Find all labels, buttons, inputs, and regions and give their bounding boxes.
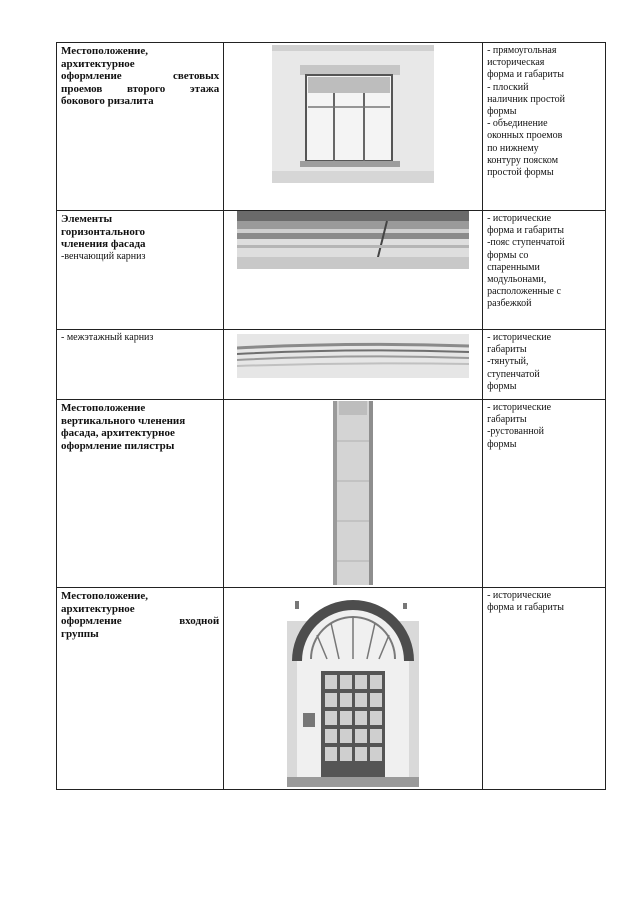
attribute-line: простой формы xyxy=(487,167,554,179)
attribute-line: формы xyxy=(487,380,517,392)
feature-label-line: оформление световых xyxy=(61,70,220,82)
attribute-line: -пояс ступенчатой xyxy=(487,237,565,249)
attribute-line: историческая xyxy=(487,57,545,69)
attribute-line: контуру пояском xyxy=(487,154,559,166)
attribute-line: - плоский xyxy=(487,81,529,93)
feature-photo-cell xyxy=(224,330,483,400)
monument-features-table xyxy=(56,42,606,790)
feature-photo-cell xyxy=(224,211,483,330)
attribute-line: формы xyxy=(487,106,517,118)
feature-label-line: членения фасада xyxy=(61,238,146,250)
feature-label-line: вертикального членения xyxy=(61,414,186,427)
feature-label-line: оформление пилястры xyxy=(61,439,175,452)
attribute-line: - исторические xyxy=(487,332,552,343)
attribute-line: по нижнему xyxy=(487,142,539,154)
feature-label-line: Элементы xyxy=(61,213,113,225)
feature-photo-cell xyxy=(224,588,483,790)
attribute-line: формы xyxy=(487,438,517,450)
crowning-cornice-photo xyxy=(237,211,469,269)
pilaster-photo xyxy=(333,401,373,585)
attribute-line: габариты xyxy=(487,414,527,426)
feature-label-cell xyxy=(57,588,224,790)
feature-label-line: Местоположение xyxy=(61,402,146,414)
feature-label-line: Местоположение, xyxy=(61,45,149,57)
attribute-line: - объединение xyxy=(487,118,548,130)
attribute-line: расположенные с xyxy=(487,286,561,298)
attribute-line: -рустованной xyxy=(487,426,545,438)
attribute-line: -тянутый, xyxy=(487,356,529,368)
attribute-line: - исторические xyxy=(487,213,552,224)
feature-label-line: проемов второго этажа xyxy=(61,82,220,95)
attributes-cell xyxy=(483,211,606,330)
attribute-line: оконных проемов xyxy=(487,130,563,142)
table-row xyxy=(57,211,606,330)
attributes-cell xyxy=(483,400,606,588)
feature-label-line: архитектурное xyxy=(61,57,135,70)
feature-label-line: оформление входной xyxy=(61,615,220,627)
interfloor-cornice-photo xyxy=(237,334,469,378)
attributes-cell xyxy=(483,43,606,211)
attribute-line: формы со xyxy=(487,249,529,261)
table-row xyxy=(57,588,606,790)
feature-sublabel: -венчающий карниз xyxy=(61,250,146,262)
attributes-cell xyxy=(483,588,606,790)
feature-label-line: Местоположение, xyxy=(61,590,149,602)
table-row xyxy=(57,330,606,400)
feature-label-cell xyxy=(57,211,224,330)
attribute-line: разбежкой xyxy=(487,298,532,310)
feature-label-cell xyxy=(57,400,224,588)
feature-photo-cell xyxy=(224,43,483,211)
feature-label-cell xyxy=(57,43,224,211)
feature-label-line: группы xyxy=(61,627,99,640)
feature-photo-cell xyxy=(224,400,483,588)
table-row xyxy=(57,400,606,588)
attribute-line: форма и габариты xyxy=(487,69,564,81)
attribute-line: модульонами, xyxy=(487,274,547,286)
feature-label-cell xyxy=(57,330,224,400)
attributes-cell xyxy=(483,330,606,400)
feature-label-line: бокового ризалита xyxy=(61,95,154,107)
feature-label-line: архитектурное xyxy=(61,602,135,615)
entrance-group-photo xyxy=(287,591,419,787)
attribute-line: спаренными xyxy=(487,261,540,273)
attribute-line: форма и габариты xyxy=(487,225,564,237)
window-photo xyxy=(272,45,434,183)
attribute-line: - исторические xyxy=(487,402,552,413)
table-row xyxy=(57,43,606,211)
attribute-line: габариты xyxy=(487,344,527,356)
feature-label-line: горизонтального xyxy=(61,225,146,238)
feature-label-line: фасада, архитектурное xyxy=(61,427,175,439)
attribute-line: ступенчатой xyxy=(487,368,540,380)
attribute-line: - прямоугольная xyxy=(487,45,557,56)
attribute-line: наличник простой xyxy=(487,93,566,105)
attribute-line: форма и габариты xyxy=(487,602,564,614)
attribute-line: - исторические xyxy=(487,590,552,601)
feature-sublabel: - межэтажный карниз xyxy=(61,332,154,343)
